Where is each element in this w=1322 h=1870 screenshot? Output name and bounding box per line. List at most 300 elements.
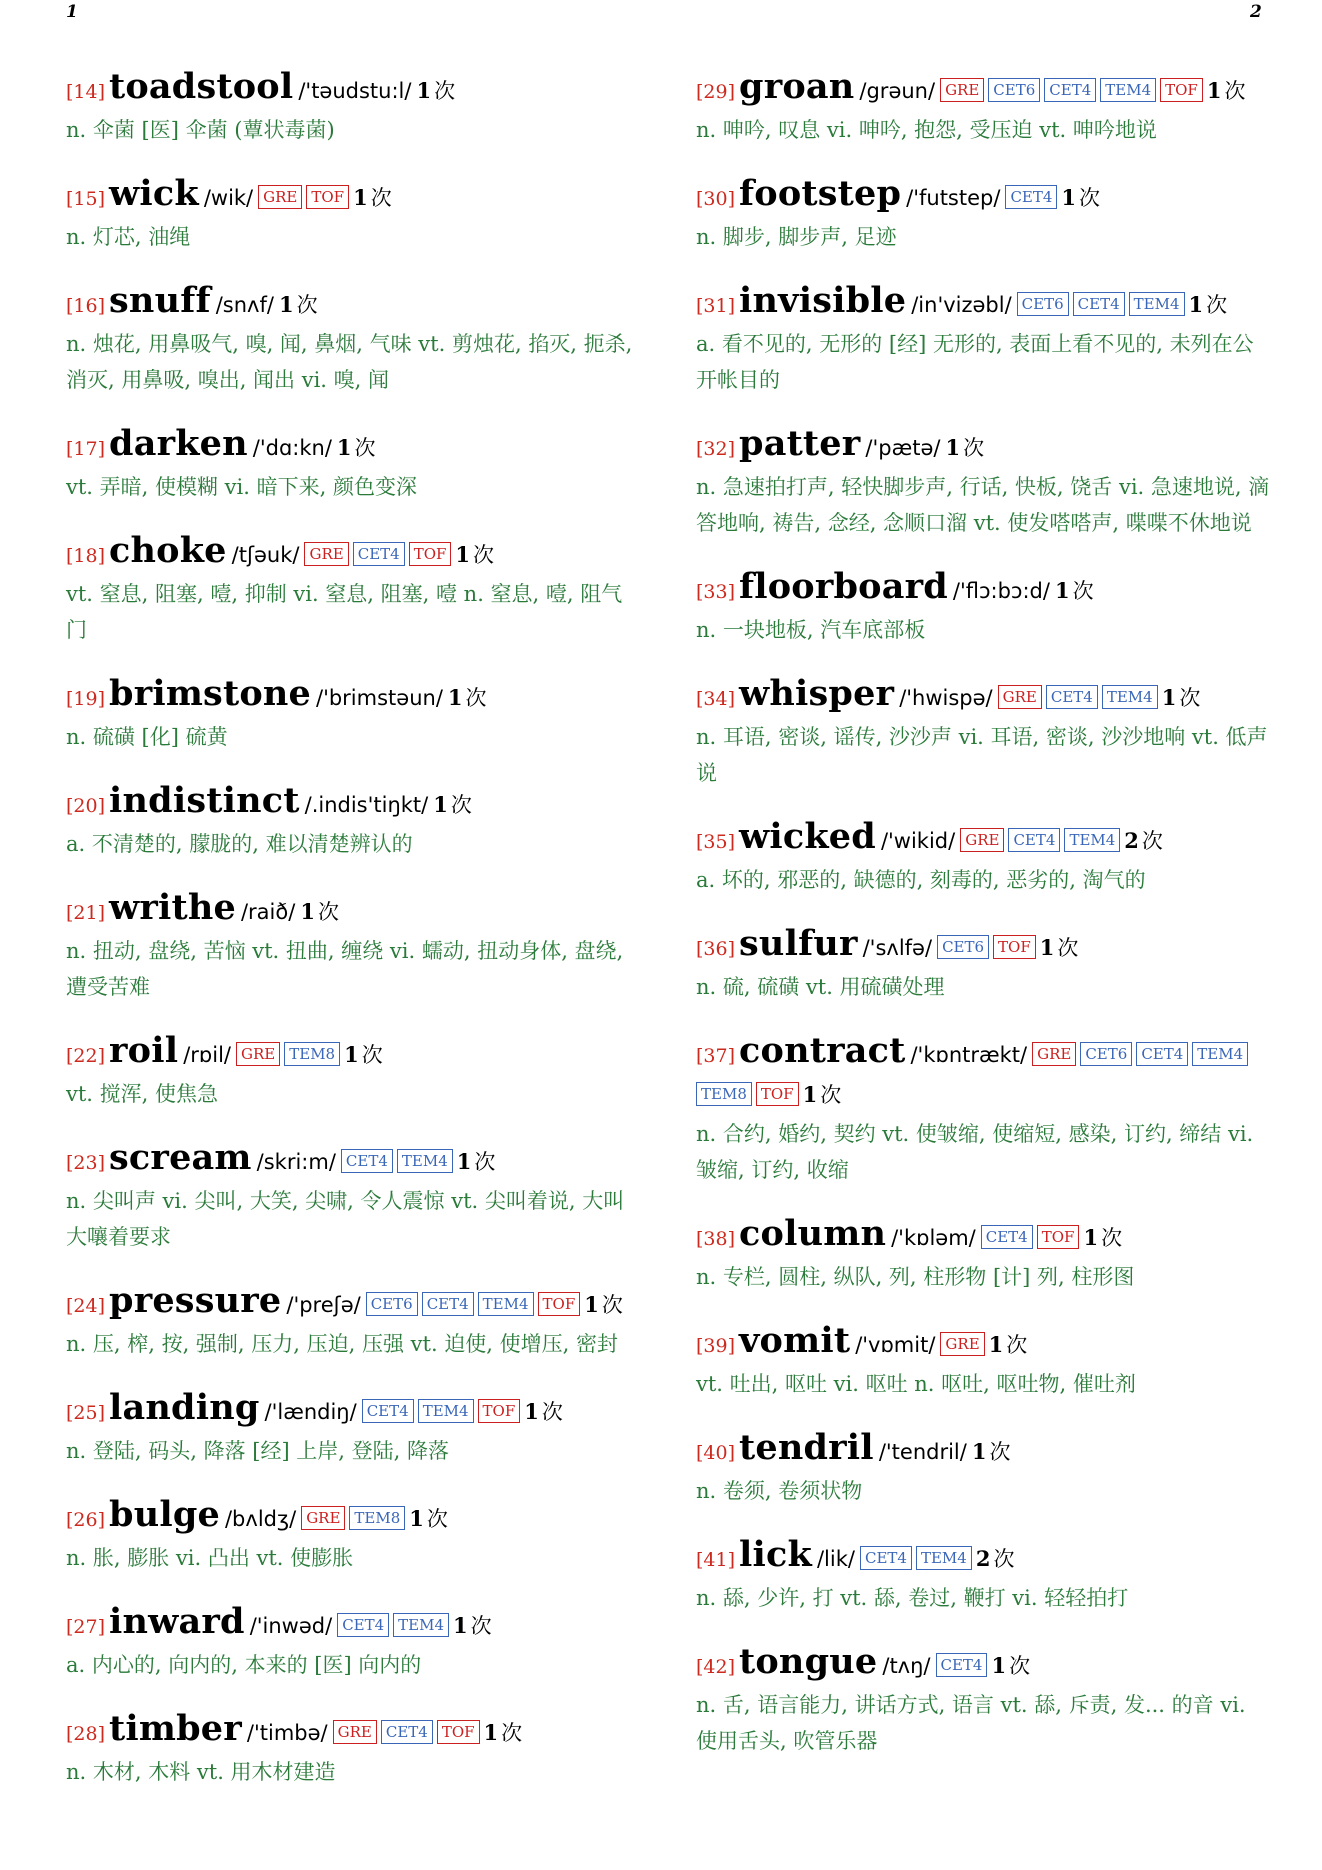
exam-tag-cet4: CET4 (936, 1653, 988, 1677)
entry-head (696, 68, 1270, 112)
entry-head (66, 1710, 640, 1754)
times-label: 次 (470, 1614, 492, 1638)
entry-word: toadstool (109, 66, 294, 107)
exam-tags (333, 1725, 484, 1744)
exam-tags (341, 1154, 457, 1173)
entry-definition: n. 合约, 婚约, 契约 vt. 使皱缩, 使缩短, 感染, 订约, 缔结 vi. 皱缩, 订约, 收缩 (696, 1122, 1254, 1182)
entry-head (66, 425, 640, 469)
entry-index: [15] (66, 188, 106, 210)
times-label: 次 (993, 1547, 1015, 1571)
word-entry (696, 175, 1270, 255)
entry-definition: n. 硫, 硫磺 vt. 用硫磺处理 (696, 975, 945, 999)
exam-tag-cet6: CET6 (937, 935, 989, 959)
entry-pronunciation: /'hwispə/ (899, 686, 993, 710)
entry-definition: n. 脚步, 脚步声, 足迹 (696, 225, 897, 249)
entry-definition: vt. 弄暗, 使模糊 vi. 暗下来, 颜色变深 (66, 475, 417, 499)
entry-word: snuff (109, 280, 211, 321)
exam-tag-cet4: CET4 (1008, 828, 1060, 852)
exam-tags (301, 1511, 409, 1530)
entry-definition: n. 急速拍打声, 轻快脚步声, 行话, 快板, 饶舌 vi. 急速地说, 滴答地响, 祷告, 念经, 念顺口溜 vt. 使发嗒嗒声, 喋喋不休地说 (696, 475, 1270, 535)
exam-tag-tof: TOF (1160, 78, 1203, 102)
exam-tags (940, 1337, 988, 1356)
entry-pronunciation: /'flɔ:bɔ:d/ (952, 579, 1050, 603)
times-label: 次 (317, 900, 339, 924)
entry-word: darken (109, 423, 248, 464)
entry-definition: n. 胀, 膨胀 vi. 凸出 vt. 使膨胀 (66, 1546, 354, 1570)
exam-tags (981, 1230, 1084, 1249)
entry-head (66, 532, 640, 576)
entry-pronunciation: /grəun/ (859, 79, 936, 103)
entry-head (66, 889, 640, 933)
exam-tag-tof: TOF (993, 935, 1036, 959)
times-label: 次 (1009, 1654, 1031, 1678)
exam-tag-cet4: CET4 (341, 1149, 393, 1173)
entry-definition: n. 压, 榨, 按, 强制, 压力, 压迫, 压强 vt. 迫使, 使增压, 密封 (66, 1332, 619, 1356)
times-label: 次 (1224, 79, 1246, 103)
entry-index: [37] (696, 1045, 736, 1067)
word-entry (66, 532, 640, 648)
times-label: 次 (1057, 936, 1079, 960)
occurrence-count: 1 (344, 1042, 359, 1067)
entry-word: vomit (739, 1320, 851, 1361)
entry-pronunciation: /'kɒntrækt/ (910, 1043, 1028, 1067)
entry-definition: n. 硫磺 [化] 硫黄 (66, 725, 228, 749)
entry-pronunciation: /'vɒmit/ (855, 1333, 936, 1357)
exam-tag-tem4: TEM4 (1100, 78, 1156, 102)
times-label: 次 (601, 1293, 623, 1317)
word-entry (696, 818, 1270, 898)
occurrence-count: 1 (1161, 685, 1177, 710)
entry-word: floorboard (739, 566, 948, 607)
entry-word: wick (109, 173, 199, 214)
entry-head (66, 175, 640, 219)
entry-definition: n. 舌, 语言能力, 讲话方式, 语言 vt. 舔, 斥责, 发... 的音 vi. 使用舌头, 吹管乐器 (696, 1693, 1246, 1753)
times-label: 次 (370, 186, 392, 210)
entry-pronunciation: /rɒil/ (183, 1043, 231, 1067)
entry-definition: n. 舔, 少许, 打 vt. 舔, 卷过, 鞭打 vi. 轻轻拍打 (696, 1586, 1129, 1610)
word-entry (696, 925, 1270, 1005)
exam-tag-tem8: TEM8 (349, 1506, 405, 1530)
entry-word: contract (739, 1030, 906, 1071)
entry-pronunciation: /tʃəuk/ (231, 543, 300, 567)
entry-index: [22] (66, 1045, 106, 1067)
occurrence-count: 1 (409, 1506, 424, 1531)
entry-word: writhe (109, 887, 236, 928)
exam-tag-gre: GRE (1032, 1042, 1076, 1066)
occurrence-count: 1 (483, 1720, 499, 1745)
entry-index: [14] (66, 81, 106, 103)
entry-head (66, 1282, 640, 1326)
occurrence-count: 1 (453, 1613, 468, 1638)
entry-head (696, 568, 1270, 612)
entry-head (66, 782, 640, 826)
exam-tag-tof: TOF (538, 1292, 581, 1316)
exam-tag-cet4: CET4 (337, 1613, 389, 1637)
exam-tag-gre: GRE (940, 1332, 984, 1356)
entry-pronunciation: /skri:m/ (256, 1150, 336, 1174)
entry-definition: n. 灯芯, 油绳 (66, 225, 191, 249)
entry-pronunciation: /.indis'tiŋkt/ (304, 793, 429, 817)
occurrence-count: 1 (971, 1439, 987, 1464)
entry-definition: a. 看不见的, 无形的 [经] 无形的, 表面上看不见的, 未列在公开帐目的 (696, 332, 1254, 392)
entry-index: [41] (696, 1549, 736, 1571)
entry-definition: n. 烛花, 用鼻吸气, 嗅, 闻, 鼻烟, 气味 vt. 剪烛花, 掐灭, 扼杀, 消灭, 用鼻吸, 嗅出, 闻出 vi. 嗅, 闻 (66, 332, 633, 392)
entry-pronunciation: /'brimstəun/ (316, 686, 443, 710)
occurrence-count: 1 (433, 792, 448, 817)
times-label: 次 (426, 1507, 448, 1531)
entry-pronunciation: /snʌf/ (215, 293, 274, 317)
entry-word: tongue (739, 1641, 878, 1682)
entry-head (696, 1322, 1270, 1366)
exam-tag-cet4: CET4 (1005, 185, 1057, 209)
entry-definition: n. 卷须, 卷须状物 (696, 1479, 863, 1503)
exam-tags (304, 547, 455, 566)
times-label: 次 (296, 293, 318, 317)
entry-index: [19] (66, 688, 106, 710)
entry-index: [26] (66, 1509, 106, 1531)
exam-tag-tem8: TEM8 (284, 1042, 340, 1066)
times-label: 次 (434, 79, 456, 103)
exam-tag-tem8: TEM8 (696, 1082, 752, 1106)
word-entry (66, 1139, 640, 1255)
times-label: 次 (354, 436, 376, 460)
exam-tag-tem4: TEM4 (1129, 292, 1185, 316)
entry-index: [16] (66, 295, 106, 317)
entry-word: indistinct (109, 780, 300, 821)
occurrence-count: 1 (1039, 935, 1055, 960)
exam-tags (940, 83, 1207, 102)
entry-word: inward (109, 1601, 245, 1642)
entry-head (66, 1389, 640, 1433)
occurrence-count: 1 (802, 1082, 818, 1107)
word-entry (66, 889, 640, 1005)
occurrence-count: 1 (945, 435, 961, 460)
entry-word: bulge (109, 1494, 220, 1535)
times-label: 次 (1072, 579, 1094, 603)
entry-head (696, 1215, 1270, 1259)
entry-head (66, 1139, 640, 1183)
entry-word: scream (109, 1137, 252, 1178)
entry-word: sulfur (739, 923, 858, 964)
exam-tag-tem4: TEM4 (393, 1613, 449, 1637)
times-label: 次 (1179, 686, 1201, 710)
entry-definition: n. 扭动, 盘绕, 苦恼 vt. 扭曲, 缠绕 vi. 蠕动, 扭动身体, 盘绕, 遭受苦难 (66, 939, 624, 999)
entry-index: [30] (696, 188, 736, 210)
occurrence-count: 1 (447, 685, 463, 710)
exam-tags (1005, 190, 1061, 209)
entry-word: timber (109, 1708, 242, 1749)
occurrence-count: 1 (1083, 1225, 1099, 1250)
exam-tag-gre: GRE (333, 1720, 377, 1744)
word-entry (66, 175, 640, 255)
entry-pronunciation: /bʌldʒ/ (224, 1507, 297, 1531)
entry-index: [27] (66, 1616, 106, 1638)
times-label: 次 (1141, 829, 1163, 853)
word-entry (66, 282, 640, 398)
exam-tag-tem4: TEM4 (478, 1292, 534, 1316)
entry-index: [32] (696, 438, 736, 460)
entry-word: invisible (739, 280, 907, 321)
word-entry (66, 675, 640, 755)
word-entry (66, 1282, 640, 1362)
entry-head (696, 925, 1270, 969)
times-label: 次 (541, 1400, 563, 1424)
occurrence-count: 1 (1061, 185, 1077, 210)
occurrence-count: 1 (336, 435, 352, 460)
times-label: 次 (1079, 186, 1101, 210)
word-entry (696, 425, 1270, 541)
entry-word: footstep (739, 173, 902, 214)
exam-tag-tem4: TEM4 (1102, 685, 1158, 709)
entry-word: brimstone (109, 673, 311, 714)
exam-tags (236, 1047, 344, 1066)
word-entry (696, 1322, 1270, 1402)
entry-index: [40] (696, 1442, 736, 1464)
entry-index: [33] (696, 581, 736, 603)
word-entry (696, 282, 1270, 398)
entry-index: [29] (696, 81, 736, 103)
word-entry (696, 1215, 1270, 1295)
exam-tag-tem4: TEM4 (397, 1149, 453, 1173)
times-label: 次 (1101, 1226, 1123, 1250)
exam-tag-tem4: TEM4 (916, 1546, 972, 1570)
exam-tag-cet6: CET6 (366, 1292, 418, 1316)
occurrence-count: 1 (1054, 578, 1070, 603)
occurrence-count: 1 (456, 1149, 472, 1174)
exam-tag-tof: TOF (756, 1082, 799, 1106)
entry-pronunciation: /tʌŋ/ (882, 1654, 931, 1678)
exam-tag-tof: TOF (478, 1399, 521, 1423)
entry-head (66, 282, 640, 326)
entry-definition: n. 尖叫声 vi. 尖叫, 大笑, 尖啸, 令人震惊 vt. 尖叫着说, 大叫大嚷着要求 (66, 1189, 625, 1249)
word-entry (66, 1603, 640, 1683)
entry-head (66, 675, 640, 719)
occurrence-count: 1 (991, 1653, 1007, 1678)
entry-index: [28] (66, 1723, 106, 1745)
entry-head (696, 175, 1270, 219)
word-entry (66, 1496, 640, 1576)
entry-word: whisper (739, 673, 895, 714)
entry-pronunciation: /'wikid/ (880, 829, 956, 853)
word-entry (66, 68, 640, 148)
times-label: 次 (473, 543, 495, 567)
entry-definition: n. 呻吟, 叹息 vi. 呻吟, 抱怨, 受压迫 vt. 呻吟地说 (696, 118, 1157, 142)
exam-tag-cet4: CET4 (981, 1225, 1033, 1249)
exam-tag-tof: TOF (437, 1720, 480, 1744)
times-label: 次 (989, 1440, 1011, 1464)
entry-head (66, 1603, 640, 1647)
entry-head (696, 818, 1270, 862)
entry-head (66, 68, 640, 112)
entry-head (696, 282, 1270, 326)
entry-pronunciation: /'tendril/ (878, 1440, 967, 1464)
times-label: 次 (474, 1150, 496, 1174)
entry-pronunciation: /'timbə/ (246, 1721, 328, 1745)
entry-index: [38] (696, 1228, 736, 1250)
entry-word: roil (109, 1030, 179, 1071)
entry-index: [17] (66, 438, 106, 460)
entry-head (696, 1643, 1270, 1687)
word-entry (696, 1536, 1270, 1616)
entry-definition: a. 坏的, 邪恶的, 缺德的, 刻毒的, 恶劣的, 淘气的 (696, 868, 1146, 892)
entry-definition: vt. 吐出, 呕吐 vi. 呕吐 n. 呕吐, 呕吐物, 催吐剂 (696, 1372, 1136, 1396)
entry-word: tendril (739, 1427, 874, 1468)
occurrence-count: 1 (278, 292, 294, 317)
times-label: 次 (361, 1043, 383, 1067)
occurrence-count: 1 (353, 185, 368, 210)
word-entry (696, 1032, 1270, 1188)
exam-tags (936, 1658, 992, 1677)
exam-tags (937, 940, 1040, 959)
entry-definition: vt. 搅浑, 使焦急 (66, 1082, 219, 1106)
entry-head (696, 1536, 1270, 1580)
entry-word: groan (739, 66, 855, 107)
exam-tags (366, 1297, 585, 1316)
entry-index: [20] (66, 795, 106, 817)
occurrence-count: 2 (975, 1546, 991, 1571)
entry-word: landing (109, 1387, 260, 1428)
exam-tags (998, 690, 1162, 709)
occurrence-count: 1 (1188, 292, 1204, 317)
exam-tag-cet6: CET6 (1017, 292, 1069, 316)
entry-pronunciation: /'inwəd/ (249, 1614, 333, 1638)
occurrence-count: 1 (416, 78, 432, 103)
exam-tag-tem4: TEM4 (1192, 1042, 1248, 1066)
word-entry (696, 1429, 1270, 1509)
entry-pronunciation: /'təudstu:l/ (298, 79, 412, 103)
entry-pronunciation: /in'vizəbl/ (911, 293, 1012, 317)
exam-tag-cet4: CET4 (860, 1546, 912, 1570)
entry-word: column (739, 1213, 887, 1254)
entry-pronunciation: /'futstep/ (906, 186, 1001, 210)
entry-pronunciation: /wik/ (203, 186, 254, 210)
exam-tag-gre: GRE (301, 1506, 345, 1530)
word-entry (696, 68, 1270, 148)
entry-pronunciation: /'lændiŋ/ (264, 1400, 357, 1424)
times-label: 次 (465, 686, 487, 710)
exam-tag-cet4: CET4 (1136, 1042, 1188, 1066)
entry-pronunciation: /'preʃə/ (286, 1293, 361, 1317)
entry-index: [25] (66, 1402, 106, 1424)
entry-pronunciation: /'pætə/ (865, 436, 941, 460)
word-entry (66, 1710, 640, 1790)
entry-index: [42] (696, 1656, 736, 1678)
exam-tag-tem4: TEM4 (418, 1399, 474, 1423)
exam-tag-gre: GRE (940, 78, 984, 102)
word-entry (66, 1032, 640, 1112)
exam-tag-cet4: CET4 (353, 542, 405, 566)
entry-pronunciation: /'dɑ:kn/ (252, 436, 332, 460)
times-label: 次 (450, 793, 472, 817)
occurrence-count: 2 (1124, 828, 1139, 853)
occurrence-count: 1 (524, 1399, 539, 1424)
entry-head (696, 425, 1270, 469)
times-label: 次 (1206, 293, 1228, 317)
exam-tag-gre: GRE (998, 685, 1042, 709)
entry-word: wicked (739, 816, 876, 857)
occurrence-count: 1 (300, 899, 315, 924)
right-column (696, 68, 1270, 1786)
exam-tags (337, 1618, 453, 1637)
occurrence-count: 1 (584, 1292, 599, 1317)
entry-word: choke (109, 530, 227, 571)
exam-tags (960, 833, 1124, 852)
entry-index: [35] (696, 831, 736, 853)
entry-definition: a. 内心的, 向内的, 本来的 [医] 向内的 (66, 1653, 422, 1677)
exam-tag-cet6: CET6 (1080, 1042, 1132, 1066)
times-label: 次 (963, 436, 985, 460)
occurrence-count: 1 (988, 1332, 1004, 1357)
entry-index: [24] (66, 1295, 106, 1317)
exam-tag-cet6: CET6 (988, 78, 1040, 102)
entry-definition: vt. 窒息, 阻塞, 噎, 抑制 vi. 窒息, 阻塞, 噎 n. 窒息, 噎, 阻气门 (66, 582, 623, 642)
times-label: 次 (501, 1721, 523, 1745)
entry-word: lick (739, 1534, 812, 1575)
exam-tag-cet4: CET4 (1046, 685, 1098, 709)
entry-word: patter (739, 423, 861, 464)
word-entry (696, 568, 1270, 648)
word-entry (66, 425, 640, 505)
entry-index: [39] (696, 1335, 736, 1357)
entry-index: [34] (696, 688, 736, 710)
exam-tags (860, 1551, 976, 1570)
exam-tag-cet4: CET4 (1073, 292, 1125, 316)
exam-tag-cet4: CET4 (422, 1292, 474, 1316)
entry-pronunciation: /lik/ (816, 1547, 855, 1571)
entry-head (696, 1032, 1270, 1116)
entry-pronunciation: /raið/ (240, 900, 296, 924)
entry-head (696, 1429, 1270, 1473)
exam-tag-tof: TOF (409, 542, 452, 566)
word-entry (66, 782, 640, 862)
word-entry (696, 1643, 1270, 1759)
times-label: 次 (820, 1083, 842, 1107)
entry-index: [21] (66, 902, 106, 924)
exam-tag-cet4: CET4 (1044, 78, 1096, 102)
exam-tags (258, 190, 353, 209)
entry-head (66, 1032, 640, 1076)
entry-pronunciation: /'kɒləm/ (891, 1226, 976, 1250)
exam-tag-gre: GRE (304, 542, 348, 566)
exam-tag-tof: TOF (306, 185, 349, 209)
page-number-left: 1 (66, 2, 78, 22)
occurrence-count: 1 (455, 542, 471, 567)
exam-tag-tem4: TEM4 (1064, 828, 1120, 852)
exam-tag-tof: TOF (1037, 1225, 1080, 1249)
left-column (66, 68, 640, 1817)
entry-index: [31] (696, 295, 736, 317)
exam-tag-gre: GRE (258, 185, 302, 209)
entry-definition: n. 一块地板, 汽车底部板 (696, 618, 926, 642)
entry-index: [23] (66, 1152, 106, 1174)
entry-definition: n. 伞菌 [医] 伞菌 (蕈状毒菌) (66, 118, 335, 142)
entry-word: pressure (109, 1280, 282, 1321)
occurrence-count: 1 (1206, 78, 1222, 103)
entry-definition: n. 登陆, 码头, 降落 [经] 上岸, 登陆, 降落 (66, 1439, 450, 1463)
entry-head (66, 1496, 640, 1540)
entry-index: [36] (696, 938, 736, 960)
exam-tags (362, 1404, 525, 1423)
entry-definition: n. 专栏, 圆柱, 纵队, 列, 柱形物 [计] 列, 柱形图 (696, 1265, 1135, 1289)
entry-pronunciation: /'sʌlfə/ (862, 936, 933, 960)
entry-definition: n. 木材, 木料 vt. 用木材建造 (66, 1760, 336, 1784)
word-entry (696, 675, 1270, 791)
exam-tag-gre: GRE (236, 1042, 280, 1066)
word-entry (66, 1389, 640, 1469)
times-label: 次 (1006, 1333, 1028, 1357)
entry-definition: a. 不清楚的, 朦胧的, 难以清楚辨认的 (66, 832, 413, 856)
exam-tag-cet4: CET4 (381, 1720, 433, 1744)
